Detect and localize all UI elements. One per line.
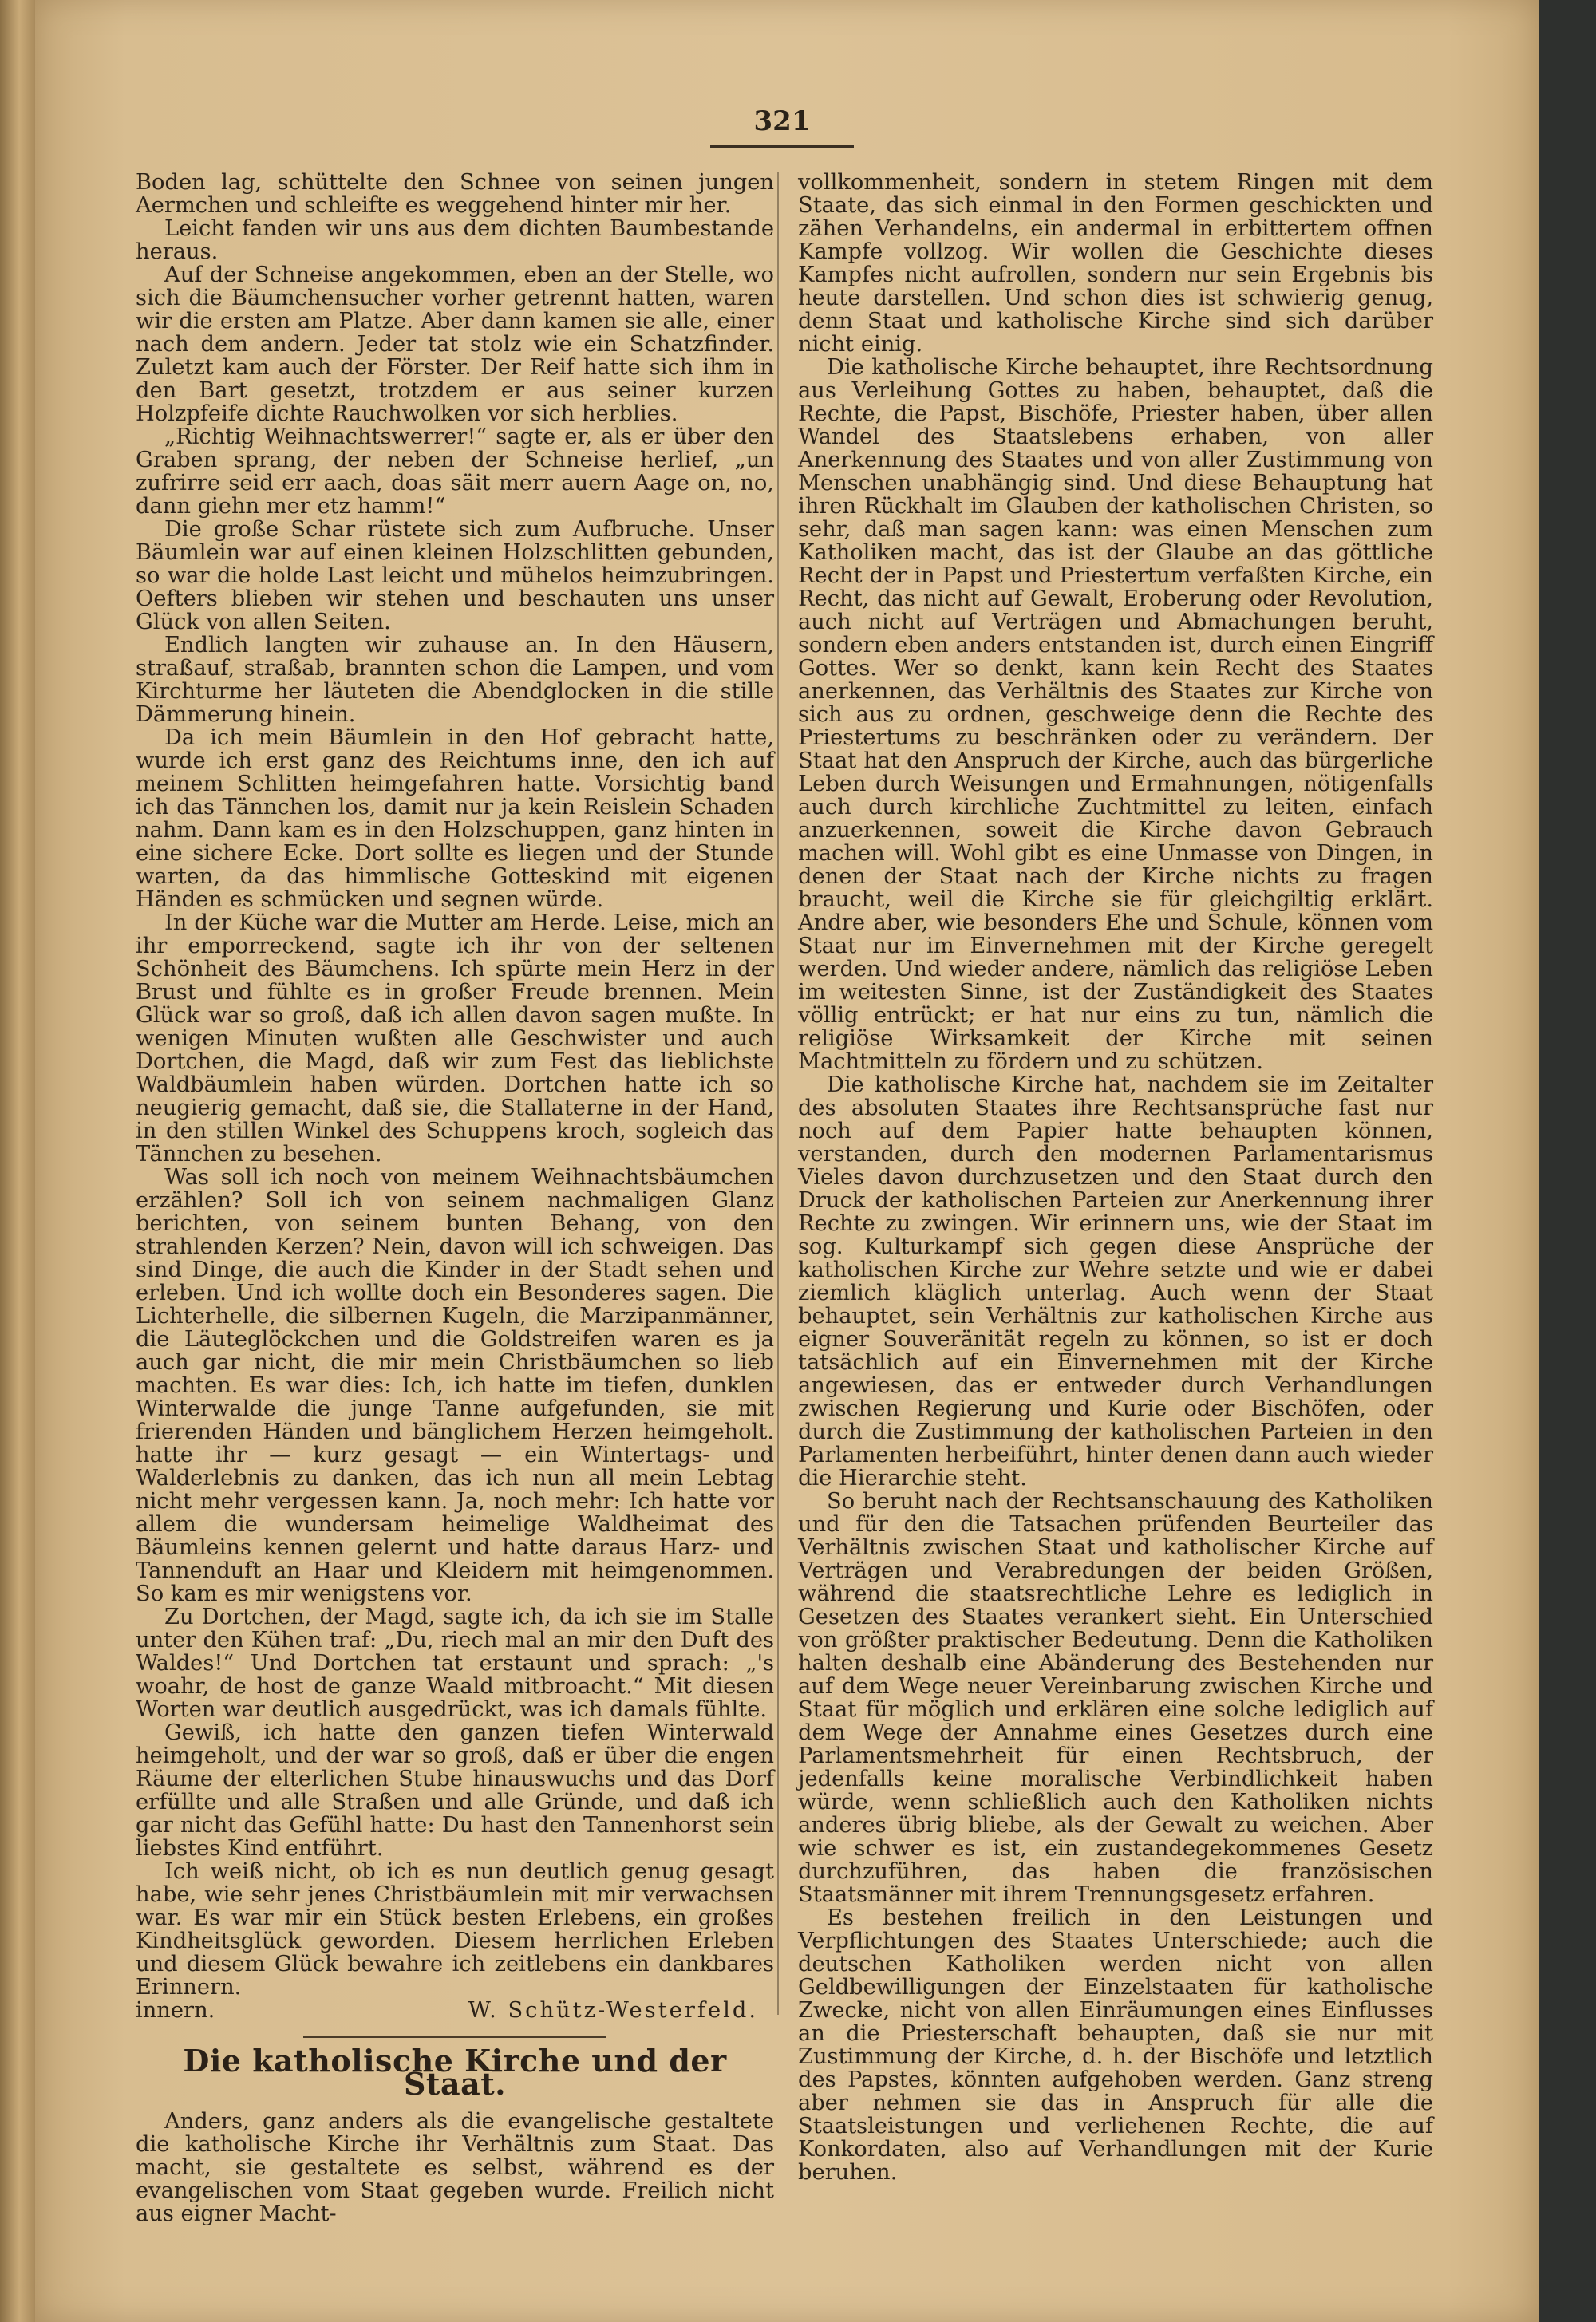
previous-page-edge	[0, 0, 35, 2322]
story-paragraph: Die große Schar rüstete sich zum Aufbruche. Unser Bäumlein war auf einen kleinen Holzschlitten gebunden, so war die holde Last leicht und mühelos heimzubringen. Oefters blieben wir stehen und beschauten uns unser Glück von allen Seiten.	[136, 517, 774, 634]
right-column	[798, 171, 1433, 2184]
story-paragraph: In der Küche war die Mutter am Herde. Leise, mich an ihr emporreckend, sagte ich ihr von der seltenen Schönheit des Bäumchens. Ich spürte mein Herz in der Brust und fühlte es in großer Freude brennen. Mein Glück war so groß, daß ich allen davon sagen mußte. In wenigen Minuten wußten alle Geschwister und auch Dortchen, die Magd, daß wir zum Fest das lieblichste Waldbäumlein haben würden. Dortchen hatte ich so neugierig gemacht, daß sie, die Stallaterne in der Hand, in den stillen Winkel des Schuppens kroch, sogleich das Tännchen zu besehen.	[136, 910, 774, 1167]
story-paragraph: Gewiß, ich hatte den ganzen tiefen Winterwald heimgeholt, und der war so groß, daß er über die engen Räume der elterlichen Stube hinauswuchs und das Dorf erfüllte und alle Straßen und alle Gründe, und daß ich gar nicht das Gefühl hatte: Du hast den Tannenhorst sein liebstes Kind entführt.	[136, 1720, 774, 1861]
story-paragraph: Ich weiß nicht, ob ich es nun deutlich genug gesagt habe, wie sehr jenes Christbäumlein mit mir verwachsen war. Es war mir ein Stück besten Erlebens, ein großes Kindheitsglück geworden. Diesem herrlichen Erleben und diesem Glück bewahre ich zeitlebens ein dankbares Erinnern.	[136, 1859, 774, 2000]
story-paragraph: Leicht fanden wir uns aus dem dichten Baumbestande heraus.	[136, 216, 774, 264]
signature-line	[136, 1999, 774, 2022]
story-paragraph: Auf der Schneise angekommen, eben an der Stelle, wo sich die Bäumchensucher vorher getrennt hatten, waren wir die ersten am Platze. Aber dann kamen sie alle, einer nach dem andern. Jeder tat stolz wie ein Schatzfinder. Zuletzt kam auch der Förster. Der Reif hatte sich ihm in den Bart gesetzt, trotzdem er aus seiner kurzen Holzpfeife dichte Rauchwolken vor sich herblies.	[136, 263, 774, 426]
story-paragraph: Endlich langten wir zuhause an. In den Häusern, straßauf, straßab, brannten schon die Lampen, und vom Kirchturme her läuteten die Abendglocken in die stille Dämmerung hinein.	[136, 633, 774, 727]
article-paragraph: Anders, ganz anders als die evangelische gestaltete die katholische Kirche ihr Verhältnis zum Staat. Das macht, sie gestaltete es selbst, während es der evangelischen vom Staat gegeben wurde. Freilich nicht aus eigner Macht-	[136, 2109, 774, 2226]
last-word: innern.	[136, 1998, 215, 2023]
story-paragraph: „Richtig Weihnachtswerrer!“ sagte er, als er über den Graben sprang, der neben der Schneise herlief, „un zufrirre seid err aach, doas säit merr auern Aage on, no, dann giehn mer etz hamm!“	[136, 425, 774, 519]
story-paragraph: Da ich mein Bäumlein in den Hof gebracht hatte, wurde ich erst ganz des Reichtums inne, den ich auf meinem Schlitten heimgefahren hatte. Vorsichtig band ich das Tännchen los, damit nur ja kein Reislein Schaden nahm. Dann kam es in den Holzschuppen, ganz hinten in eine sichere Ecke. Dort sollte es liegen und der Stunde warten, da das himmlische Gotteskind mit eigenen Händen es schmücken und segnen würde.	[136, 725, 774, 912]
author-signature: W. Schütz-Westerfeld.	[468, 1998, 758, 2023]
left-column	[136, 171, 774, 2225]
scan-background	[1539, 0, 1596, 2322]
article-paragraph: Die katholische Kirche hat, nachdem sie im Zeitalter des absoluten Staates ihre Rechtsansprüche fast nur noch auf dem Papier hatte behaupten können, verstanden, durch den modernen Parlamentarismus Vieles davon durchzusetzen und den Staat durch den Druck der katholischen Parteien zur Anerkennung ihrer Rechte zu zwingen. Wir erinnern uns, wie der Staat im sog. Kulturkampf sich gegen diese Ansprüche der katholischen Kirche zur Wehre setzte und wie er dabei ziemlich kläglich unterlag. Auch wenn der Staat behauptet, sein Verhältnis zur katholischen Kirche aus eigner Souveränität regeln zu können, so ist er doch tatsächlich auf ein Einvernehmen mit der Kirche angewiesen, das er entweder durch Verhandlungen zwischen Regierung und Kurie oder Bischöfen, oder durch die Zustimmung der katholischen Parteien in den Parlamenten herbeiführt, hinter denen dann auch wieder die Hierarchie steht.	[798, 1072, 1433, 1491]
page-number-rule	[710, 145, 854, 148]
title-rule	[303, 2036, 606, 2038]
article-paragraph: Es bestehen freilich in den Leistungen und Verpflichtungen des Staates Unterschiede; auch die deutschen Katholiken werden nicht von allen Geldbewilligungen der Einzelstaaten für katholische Zwecke, nicht von allen Einräumungen eines Einflusses an die Priesterschaft behaupten, daß sie nur mit Zustimmung der Kirche, d. h. der Bischöfe und letztlich des Papstes, könnten aufgehoben werden. Ganz streng aber nehmen sie das in Anspruch für alle die Staatsleistungen und verliehenen Rechte, die auf Konkordaten, also auf Verhandlungen mit der Kurie beruhen.	[798, 1905, 1433, 2185]
column-divider	[777, 172, 779, 2015]
page-number: 321	[753, 105, 811, 137]
story-paragraph: Boden lag, schüttelte den Schnee von seinen jungen Aermchen und schleifte es weggehend hinter mir her.	[136, 170, 774, 218]
article-title: Die katholische Kirche und der Staat.	[183, 2043, 727, 2102]
story-paragraph: Was soll ich noch von meinem Weihnachtsbäumchen erzählen? Soll ich von seinem nachmaligen Glanz berichten, von seinem bunten Behang, von den strahlenden Kerzen? Nein, davon will ich schweigen. Das sind Dinge, die auch die Kinder in der Stadt sehen und erleben. Und ich wollte doch ein Besonderes sagen. Die Lichterhelle, die silbernen Kugeln, die Marzipanmänner, die Läuteglöckchen und die Goldstreifen waren es ja auch gar nicht, die mir mein Christbäumchen so lieb machten. Es war dies: Ich, ich hatte im tiefen, dunklen Winterwalde die junge Tanne aufgefunden, sie mit frierenden Händen und bänglichem Herzen heimgeholt. hatte ihr — kurz gesagt — ein Wintertags- und Walderlebnis zu danken, das ich nun all mein Lebtag nicht mehr vergessen kann. Ja, noch mehr: Ich hatte vor allem die wundersam heimelige Waldheimat des Bäumleins kennen gelernt und hatte daraus Harz- und Tannenduft an Haar und Kleidern mit heimgenommen. So kam es mir wenigstens vor.	[136, 1165, 774, 1606]
article-paragraph: So beruht nach der Rechtsanschauung des Katholiken und für den die Tatsachen prüfenden Beurteiler das Verhältnis zwischen Staat und katholischer Kirche auf Verträgen und Verabredungen der beiden Größen, während die staatsrechtliche Lehre es lediglich in Gesetzen des Staates verankert sieht. Ein Unterschied von größter praktischer Bedeutung. Denn die Katholiken halten deshalb eine Abänderung des Bestehenden nur auf dem Wege neuer Vereinbarung zwischen Kirche und Staat für möglich und erklären eine solche lediglich auf dem Wege der Annahme eines Gesetzes durch eine Parlamentsmehrheit für einen Rechtsbruch, der jedenfalls keine moralische Verbindlichkeit haben würde, wenn schließlich auch den Katholiken nichts anderes übrig bliebe, als der Gewalt zu weichen. Aber wie schwer es ist, ein zustandegekommenes Gesetz durchzuführen, das haben die französischen Staatsmänner mit ihrem Trennungsgesetz erfahren.	[798, 1489, 1433, 1907]
article-paragraph: Die katholische Kirche behauptet, ihre Rechtsordnung aus Verleihung Gottes zu haben, behauptet, daß die Rechte, die Papst, Bischöfe, Priester haben, über allen Wandel des Staatslebens erhaben, von aller Anerkennung des Staates und von aller Zustimmung von Menschen unabhängig sind. Und diese Behauptung hat ihren Rückhalt im Glauben der katholischen Christen, so sehr, daß man sagen kann: was einen Menschen zum Katholiken macht, das ist der Glaube an das göttliche Recht der in Papst und Priestertum verfaßten Kirche, ein Recht, das nicht auf Gewalt, Eroberung oder Revolution, auch nicht auf Verträgen und Abmachungen beruht, sondern eben anders entstanden ist, durch einen Eingriff Gottes. Wer so denkt, kann kein Recht des Staates anerkennen, das Verhältnis des Staates zur Kirche von sich aus zu ordnen, geschweige denn die Rechte des Priestertums zu beschränken oder zu verändern. Der Staat hat den Anspruch der Kirche, auch das bürgerliche Leben durch Weisungen und Ermahnungen, nötigenfalls auch durch kirchliche Zuchtmittel zu leiten, einfach anzuerkennen, soweit die Kirche davon Gebrauch machen will. Wohl gibt es eine Unmasse von Dingen, in denen der Staat nach der Kirche nichts zu fragen braucht, weil die Kirche sie für gleichgiltig erklärt. Andre aber, wie besonders Ehe und Schule, können vom Staat nur im Einvernehmen mit der Kirche geregelt werden. Und wieder andere, nämlich das religiöse Leben im weitesten Sinne, ist der Zuständigkeit des Staates völlig entrückt; er hat nur eins zu tun, nämlich die religiöse Wirksamkeit der Kirche mit seinen Machtmitteln zu fördern und zu schützen.	[798, 355, 1433, 1074]
story-paragraph: Zu Dortchen, der Magd, sagte ich, da ich sie im Stalle unter den Kühen traf: „Du, riech mal an mir den Duft des Waldes!“ Und Dortchen tat erstaunt und sprach: „'s woahr, de host de ganze Waald mitbroacht.“ Mit diesen Worten war deutlich ausgedrückt, was ich damals fühlte.	[136, 1605, 774, 1722]
article-paragraph: vollkommenheit, sondern in stetem Ringen mit dem Staate, das sich einmal in den Formen geschickten und zähen Verhandelns, ein andermal in erbittertem offnen Kampfe vollzog. Wir wollen die Geschichte dieses Kampfes nicht aufrollen, sondern nur sein Ergebnis bis heute darstellen. Und schon dies ist schwierig genug, denn Staat und katholische Kirche sind sich darüber nicht einig.	[798, 170, 1433, 357]
